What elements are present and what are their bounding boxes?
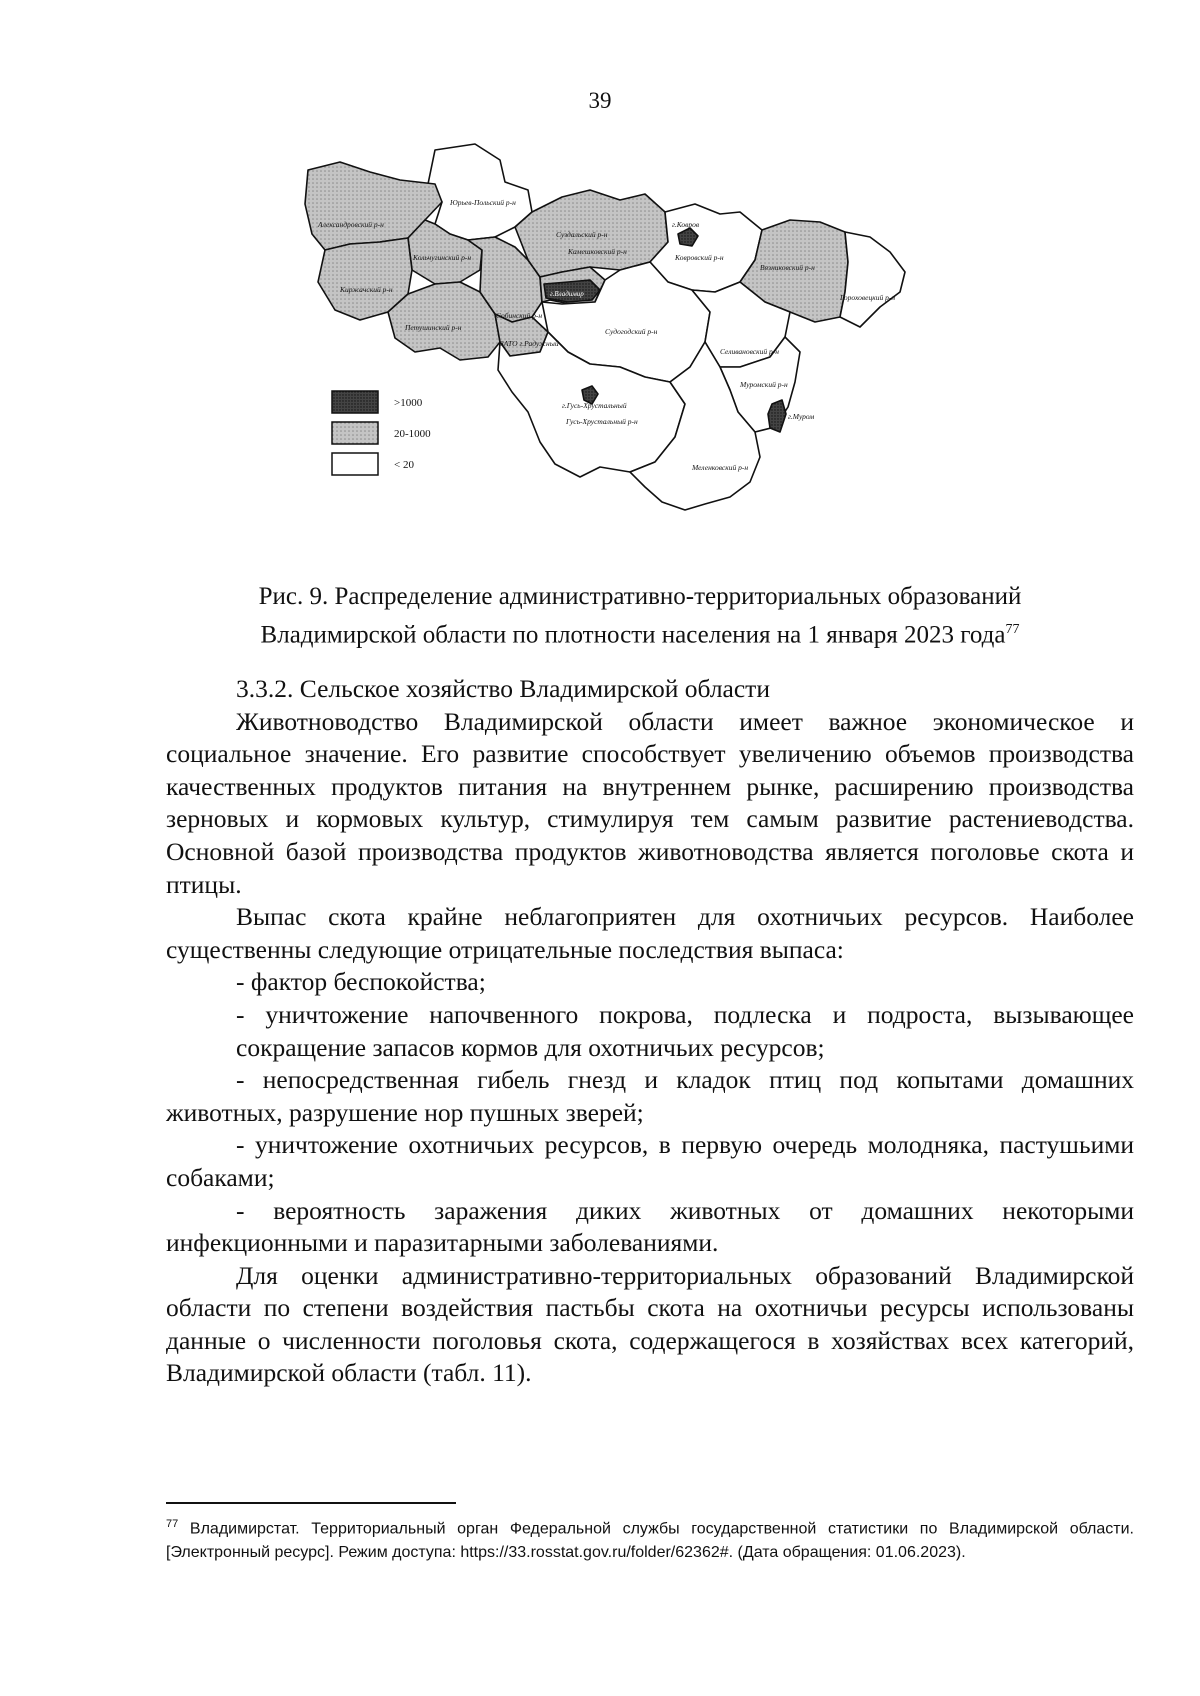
legend-swatch-high bbox=[332, 391, 378, 413]
footnote bbox=[166, 1512, 1134, 1565]
district-gorokhovets bbox=[840, 232, 905, 327]
map-legend bbox=[332, 391, 431, 475]
footnote-mark: 77 bbox=[166, 1518, 179, 1530]
footnote-text: Владимирстат. Территориальный орган Федеральной службы государственной статистики по Владимирской области. [Электронный ресурс]. Режим доступа: https://33.rosstat.gov.ru/folder/62362#. (Дата обращения: 01.06.2023). bbox=[166, 1520, 1134, 1562]
legend-swatch-low bbox=[332, 453, 378, 475]
caption-line-2: Владимирской области по плотности населения на 1 января 2023 года bbox=[260, 621, 1006, 649]
label-gus-city: г.Гусь-Хрустальный bbox=[562, 401, 627, 410]
figure-caption bbox=[160, 580, 1120, 651]
caption-line-1: Рис. 9. Распределение административно-территориальных образований bbox=[258, 583, 1022, 610]
density-map-figure bbox=[300, 142, 920, 572]
label-alexandrov: Александровский р-н bbox=[318, 220, 384, 229]
section-heading: 3.3.2. Сельское хозяйство Владимирской области bbox=[236, 674, 770, 703]
label-gus: Гусь-Хрустальный р-н bbox=[566, 417, 638, 426]
label-sobinka: Собинский р-н bbox=[496, 311, 543, 320]
legend-label-mid: 20-1000 bbox=[394, 428, 431, 440]
label-kolchugino: Кольчугинский р-н bbox=[413, 253, 472, 262]
label-kirzhach: Киржачский р-н bbox=[340, 285, 393, 294]
label-murom-rn: Муромский р-н bbox=[740, 380, 788, 389]
region-map bbox=[300, 142, 920, 572]
caption-footnote-ref: 77 bbox=[1005, 622, 1020, 637]
label-yuryev: Юрьев-Польский р-н bbox=[450, 198, 516, 207]
label-kovrov: Ковровский р-н bbox=[675, 253, 724, 262]
paragraph-3: Для оценки административно-территориальных образований Владимирской области по степени воздействия пастьбы скота на охотничьи ресурсы использованы данные о численности поголовья скота, содержащегося в хозяйствах всех категорий, Владимирской области (табл. 11). bbox=[166, 1260, 1134, 1388]
footnote-divider bbox=[166, 1502, 456, 1504]
list-item: - фактор беспокойства; bbox=[236, 967, 486, 997]
list-item: - непосредственная гибель гнезд и кладок птиц под копытами домашних животных, разрушение нор пушных зверей; bbox=[166, 1065, 1134, 1127]
label-petushki: Петушинский р-н bbox=[405, 323, 462, 332]
label-kameshkovo: Камешковский р-н bbox=[568, 247, 627, 256]
label-melenki: Меленковский р-н bbox=[692, 463, 749, 472]
list-item: - уничтожение охотничьих ресурсов, в первую очередь молодняка, пастушьими собаками; bbox=[166, 1130, 1134, 1192]
label-zato: ЗАТО г.Радужный bbox=[500, 339, 559, 348]
page-number: 39 bbox=[588, 88, 612, 113]
legend-swatch-mid bbox=[332, 422, 378, 444]
label-vyazniki: Вязниковский р-н bbox=[760, 263, 815, 272]
label-kovrov-city: г.Ковров bbox=[672, 220, 700, 229]
legend-label-high: >1000 bbox=[394, 397, 423, 409]
label-murom: г.Муром bbox=[788, 412, 815, 421]
label-selivanovo: Селивановский р-н bbox=[720, 347, 779, 356]
paragraph-1: Животноводство Владимирской области имеет важное экономическое и социальное значение. Его развитие способствует увеличению объемов производства качественных продуктов питания на внутреннем рынке, расширению производства зерновых и кормовых культур, стимулируя тем самым развитие растениеводства. Основной базой производства продуктов животноводства является поголовье скота и птицы. bbox=[166, 706, 1134, 899]
label-gorokhovets: Гороховецкий р-н bbox=[840, 293, 896, 302]
list-item: - вероятность заражения диких животных от домашних некоторыми инфекционными и паразитарными заболеваниями. bbox=[166, 1195, 1134, 1258]
list-item: - уничтожение напочвенного покрова, подлеска и подроста, вызывающее сокращение запасов кормов для охотничьих ресурсов; bbox=[236, 999, 1134, 1062]
legend-label-low: < 20 bbox=[394, 459, 414, 471]
label-suzdal: Суздальский р-н bbox=[556, 230, 608, 239]
label-vladimir-city: г.Владимир bbox=[550, 290, 584, 298]
paragraph-2: Выпас скота крайне неблагоприятен для охотничьих ресурсов. Наиболее существенны следующие отрицательные последствия выпаса: bbox=[166, 902, 1134, 964]
main-text bbox=[166, 673, 1134, 1390]
label-sudogda: Судогодский р-н bbox=[605, 327, 658, 336]
